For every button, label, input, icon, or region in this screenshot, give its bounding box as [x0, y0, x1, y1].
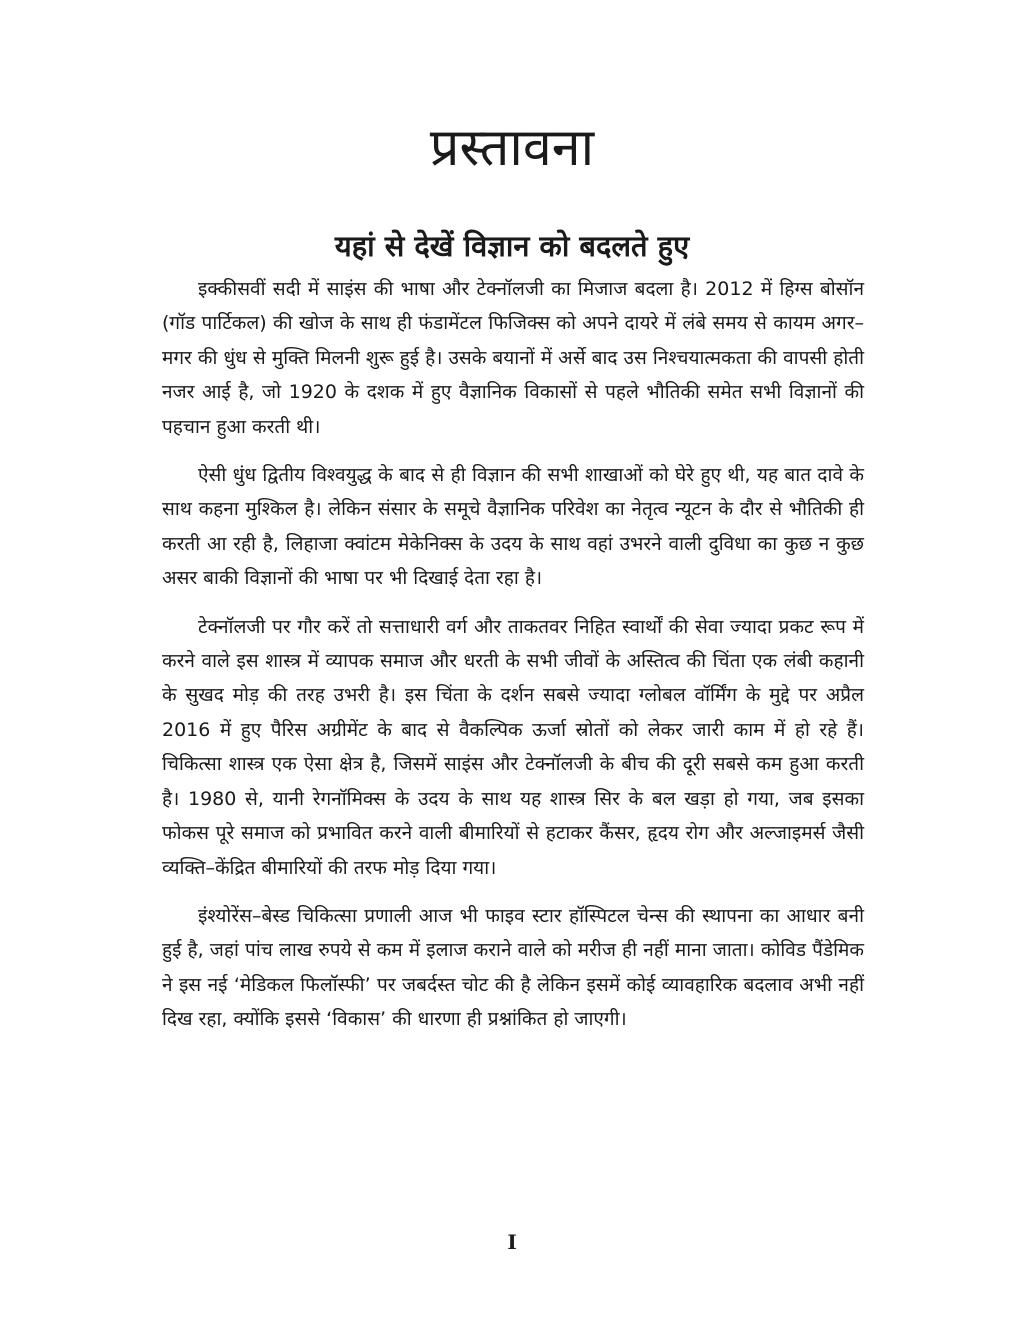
paragraph-4: इंश्योरेंस–बेस्ड चिकित्सा प्रणाली आज भी फाइव स्टार हॉस्पिटल चेन्स की स्थापना का आधार बनी हुई है, जहां पांच लाख रुपये से कम में इलाज कराने वाले को मरीज ही नहीं माना जाता। कोविड पैंडेमिक ने इस नई ‘मेडिकल फिलॉस्फी’ पर जबर्दस्त चोट की है लेकिन इसमें कोई व्यावहारिक बदलाव अभी नहीं दिख रहा, क्योंकि इससे ‘विकास’ की धारणा ही प्रश्नांकित हो जाएगी। — [162, 904, 864, 1031]
page-number: I — [507, 1230, 517, 1254]
section-heading: यहां से देखें विज्ञान को बदलते हुए — [334, 229, 690, 263]
paragraph-2: ऐसी धुंध द्वितीय विश्वयुद्ध के बाद से ही विज्ञान की सभी शाखाओं को घेरे हुए थी, यह बात दावे के साथ कहना मुश्किल है। लेकिन संसार के समूचे वैज्ञानिक परिवेश का नेतृत्व न्यूटन के दौर से भौतिकी ही करती आ रही है, लिहाजा क्वांटम मेकेनिक्स के उदय के साथ वहां उभरने वाली दुविधा का कुछ न कुछ असर बाकी विज्ञानों की भाषा पर भी दिखाई देता रहा है। — [162, 464, 864, 590]
page-title: प्रस्तावना — [429, 118, 595, 178]
paragraph-1: इक्कीसवीं सदी में साइंस की भाषा और टेक्नॉलजी का मिजाज बदला है। 2012 में हिग्स बोसॉन (गॉड पार्टिकल) की खोज के साथ ही फंडामेंटल फिजिक्स को अपने दायरे में लंबे समय से कायम अगर–मगर की धुंध से मुक्ति मिलनी शुरू हुई है। उसके बयानों में अर्से बाद उस निश्चयात्मकता की वापसी होती नजर आई है, जो 1920 के दशक में हुए वैज्ञानिक विकासों से पहले भौतिकी समेत सभी विज्ञानों की पहचान हुआ करती थी। — [162, 278, 864, 438]
body-text — [162, 272, 864, 1051]
paragraph-3: टेक्नॉलजी पर गौर करें तो सत्ताधारी वर्ग और ताकतवर निहित स्वार्थों की सेवा ज्यादा प्रकट रूप में करने वाले इस शास्त्र में व्यापक समाज और धरती के सभी जीवों के अस्तित्व की चिंता एक लंबी कहानी के सुखद मोड़ की तरह उभरी है। इस चिंता के दर्शन सबसे ज्यादा ग्लोबल वॉर्मिंग के मुद्दे पर अप्रैल 2016 में हुए पैरिस अग्रीमेंट के बाद से वैकल्पिक ऊर्जा स्रोतों को लेकर जारी काम में हो रहे हैं। चिकित्सा शास्त्र एक ऐसा क्षेत्र है, जिसमें साइंस और टेक्नॉलजी के बीच की दूरी सबसे कम हुआ करती है। 1980 से, यानी रेगनॉमिक्स के उदय के साथ यह शास्त्र सिर के बल खड़ा हो गया, जब इसका फोकस पूरे समाज को प्रभावित करने वाली बीमारियों से हटाकर कैंसर, हृदय रोग और अल्जाइमर्स जैसी व्यक्ति–केंद्रित बीमारियों की तरफ मोड़ दिया गया। — [162, 615, 864, 879]
